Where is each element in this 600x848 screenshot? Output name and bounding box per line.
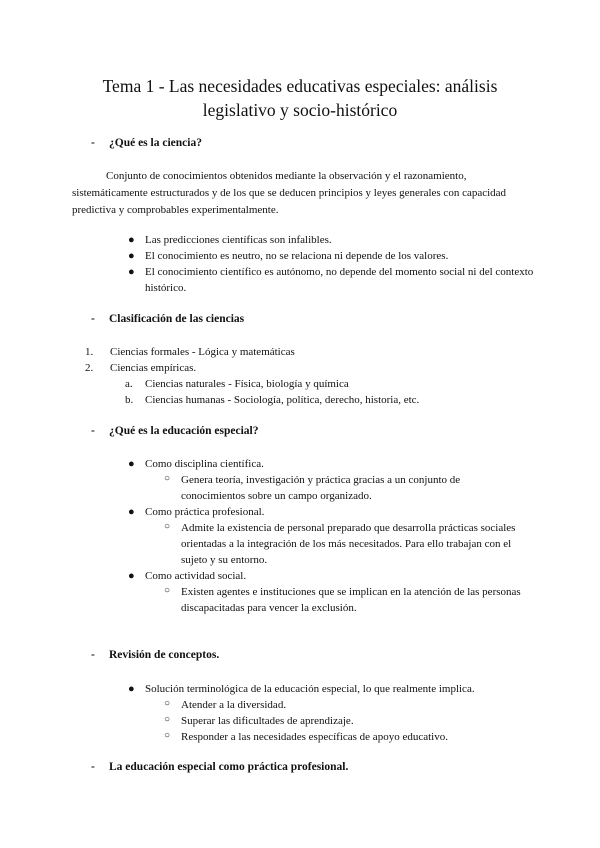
list-letter: b. xyxy=(125,394,134,406)
list-item xyxy=(164,584,526,616)
bullet-icon: ● xyxy=(128,234,135,246)
section-heading-text: La educación especial como práctica profesional. xyxy=(109,761,349,773)
hollow-bullet-icon: ○ xyxy=(164,521,171,532)
list-item xyxy=(125,392,540,408)
section-heading-practica-profesional xyxy=(91,761,348,773)
list-item-text: Superar las dificultades de aprendizaje. xyxy=(181,715,354,727)
dash-marker: - xyxy=(91,313,95,325)
list-item-text: Existen agentes e instituciones que se implican en la atención de las personas discapacitadas para vencer la exclusión. xyxy=(181,586,521,614)
list-item xyxy=(85,360,530,376)
list-number: 2. xyxy=(85,362,94,374)
list-item xyxy=(164,697,526,713)
ciencia-bullet-list xyxy=(128,232,540,296)
dash-marker: - xyxy=(91,425,95,437)
list-item-text: Atender a la diversidad. xyxy=(181,699,287,711)
list-item-text: Como actividad social. xyxy=(145,570,247,582)
section-heading-text: Revisión de conceptos. xyxy=(109,649,220,661)
dash-marker: - xyxy=(91,137,95,149)
hollow-bullet-icon: ○ xyxy=(164,698,171,709)
list-item xyxy=(164,472,526,504)
list-item xyxy=(125,376,540,392)
list-letter: a. xyxy=(125,378,133,390)
definition-paragraph: Conjunto de conocimientos obtenidos mediante la observación y el razonamiento, sistemáticamente estructurados y de los que se deducen principios y leyes generales con capacidad predictiva y comprobables experimentalmente. xyxy=(72,170,507,216)
list-item-text: Ciencias naturales - Física, biología y química xyxy=(145,378,349,390)
revision-sublist xyxy=(164,697,526,745)
list-item xyxy=(128,264,540,296)
page-title xyxy=(60,74,540,122)
list-item-text: Como disciplina científica. xyxy=(145,458,264,470)
dash-marker: - xyxy=(91,761,95,773)
bullet-icon: ● xyxy=(128,266,135,278)
bullet-icon: ● xyxy=(128,458,135,470)
section-heading-educacion-especial xyxy=(91,425,259,437)
section-heading-revision xyxy=(91,649,219,661)
educacion-especial-list xyxy=(128,504,540,520)
list-item xyxy=(128,568,540,584)
list-item xyxy=(164,713,526,729)
list-item-text: Ciencias empíricas. xyxy=(110,362,197,374)
section-heading-text: ¿Qué es la educación especial? xyxy=(109,425,259,437)
educacion-especial-sublist xyxy=(164,472,526,504)
bullet-icon: ● xyxy=(128,570,135,582)
list-item-text: Genera teoría, investigación y práctica gracias a un conjunto de conocimientos sobre un campo organizado. xyxy=(181,474,461,502)
list-item xyxy=(128,456,540,472)
educacion-especial-sublist xyxy=(164,520,526,568)
list-item xyxy=(85,344,530,360)
list-item xyxy=(128,232,540,248)
educacion-especial-list xyxy=(128,568,540,584)
section-heading-ciencia xyxy=(91,137,202,149)
list-item-text: Ciencias formales - Lógica y matemáticas xyxy=(110,346,295,358)
list-item-text: Ciencias humanas - Sociología, política, derecho, historia, etc. xyxy=(145,394,420,406)
hollow-bullet-icon: ○ xyxy=(164,585,171,596)
clasificacion-numbered-list xyxy=(85,344,530,376)
list-item-text: Solución terminológica de la educación especial, lo que realmente implica. xyxy=(145,683,475,695)
list-item-text: Responder a las necesidades específicas de apoyo educativo. xyxy=(181,731,448,743)
hollow-bullet-icon: ○ xyxy=(164,473,171,484)
list-item xyxy=(164,520,526,568)
section-heading-text: ¿Qué es la ciencia? xyxy=(109,137,202,149)
list-item xyxy=(128,681,540,697)
educacion-especial-sublist xyxy=(164,584,526,616)
educacion-especial-list xyxy=(128,456,540,472)
list-item-text: El conocimiento científico es autónomo, no depende del momento social ni del contexto histórico. xyxy=(145,266,534,294)
clasificacion-sub-list xyxy=(125,376,540,408)
list-item xyxy=(128,248,540,264)
section-heading-clasificacion xyxy=(91,313,244,325)
section-heading-text: Clasificación de las ciencias xyxy=(109,313,245,325)
list-item-text: Como práctica profesional. xyxy=(145,506,265,518)
hollow-bullet-icon: ○ xyxy=(164,730,171,741)
list-item xyxy=(128,504,540,520)
list-item-text: Admite la existencia de personal preparado que desarrolla prácticas sociales orientadas a la integración de los más necesitados. Para ello trabajan con el sujeto y su entorno. xyxy=(181,522,516,566)
list-number: 1. xyxy=(85,346,94,358)
bullet-icon: ● xyxy=(128,250,135,262)
title-line-2: legislativo y socio-histórico xyxy=(202,100,398,120)
list-item-text: Las predicciones científicas son infalibles. xyxy=(145,234,332,246)
title-line-1: Tema 1 - Las necesidades educativas especiales: análisis xyxy=(102,76,498,96)
hollow-bullet-icon: ○ xyxy=(164,714,171,725)
list-item-text: El conocimiento es neutro, no se relaciona ni depende de los valores. xyxy=(145,250,449,262)
dash-marker: - xyxy=(91,649,95,661)
bullet-icon: ● xyxy=(128,506,135,518)
revision-list xyxy=(128,681,540,697)
list-item xyxy=(164,729,526,745)
bullet-icon: ● xyxy=(128,683,135,695)
